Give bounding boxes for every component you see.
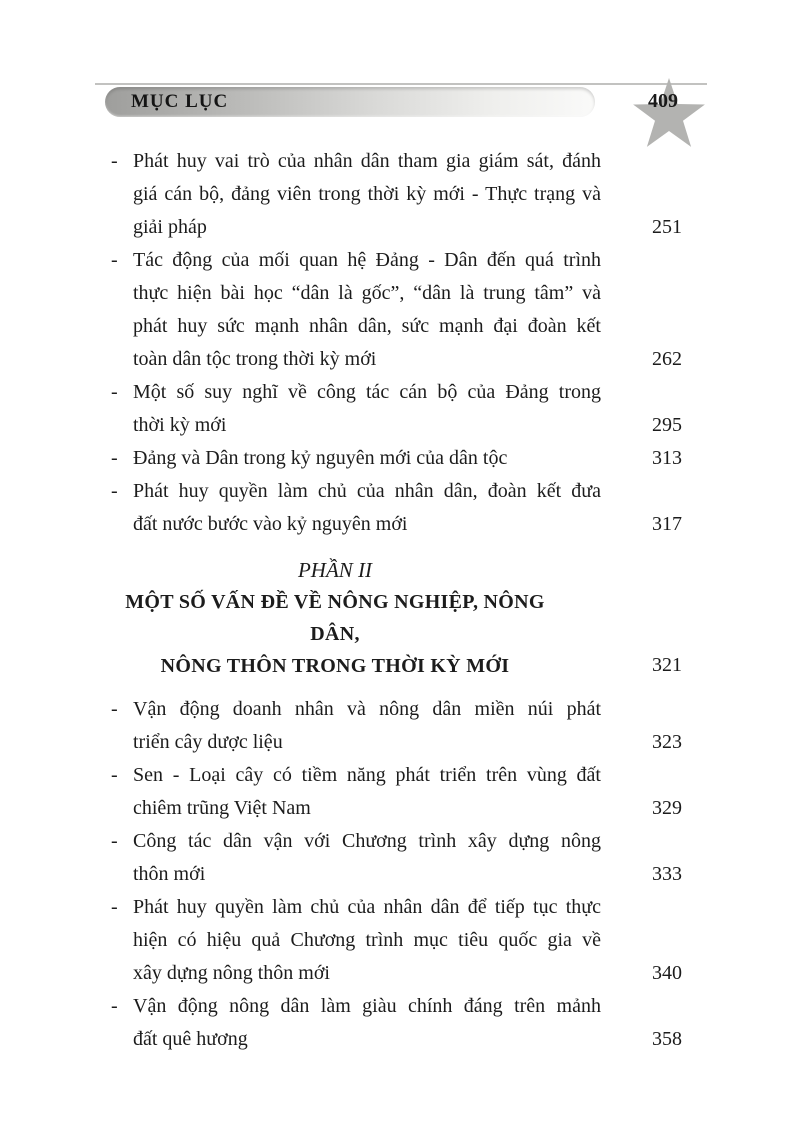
entry-bullet: - xyxy=(111,896,118,918)
entry-line: Công tác dân vận với Chương trình xây dựng nông xyxy=(133,830,601,852)
toc-entry xyxy=(105,475,682,541)
section-page-number: 321 xyxy=(652,654,682,676)
page-title: MỤC LỤC xyxy=(131,91,229,112)
section-line: MỘT SỐ VẤN ĐỀ VỀ NÔNG NGHIỆP, NÔNG DÂN, xyxy=(125,591,545,645)
entry-line: triển cây dược liệu xyxy=(133,731,283,753)
entry-line: toàn dân tộc trong thời kỳ mới xyxy=(133,348,377,370)
entry-page-number: 329 xyxy=(652,797,682,819)
toc-entry xyxy=(105,442,682,475)
entry-line: Đảng và Dân trong kỷ nguyên mới của dân tộc xyxy=(133,447,508,469)
entry-page-number: 262 xyxy=(652,348,682,370)
entry-page-number: 323 xyxy=(652,731,682,753)
entry-line: giá cán bộ, đảng viên trong thời kỳ mới - Thực trạng và xyxy=(133,183,601,205)
entry-page-number: 317 xyxy=(652,513,682,535)
page-number: 409 xyxy=(648,90,678,112)
header-rule xyxy=(95,83,707,85)
entry-bullet: - xyxy=(111,480,118,502)
entry-line: Một số suy nghĩ về công tác cán bộ của Đảng trong xyxy=(133,381,601,403)
page-number-badge xyxy=(631,74,707,150)
entry-line: thực hiện bài học “dân là gốc”, “dân là trung tâm” và xyxy=(133,282,601,304)
entry-line: Phát huy quyền làm chủ của nhân dân, đoàn kết đưa xyxy=(133,480,601,502)
entry-line: Phát huy quyền làm chủ của nhân dân để tiếp tục thực xyxy=(133,896,601,918)
toc-entry xyxy=(105,759,682,825)
section-line: PHẦN II xyxy=(297,558,373,582)
section-line: NÔNG THÔN TRONG THỜI KỲ MỚI xyxy=(160,655,510,677)
section-lines xyxy=(105,554,565,682)
entry-line: xây dựng nông thôn mới xyxy=(133,962,330,984)
entry-line: Tác động của mối quan hệ Đảng - Dân đến quá trình xyxy=(133,249,601,271)
entry-bullet: - xyxy=(111,381,118,403)
entry-bullet: - xyxy=(111,995,118,1017)
toc-entry xyxy=(105,376,682,442)
toc-entry xyxy=(105,145,682,244)
entry-bullet: - xyxy=(111,150,118,172)
entry-bullet: - xyxy=(111,764,118,786)
toc-entry xyxy=(105,244,682,376)
entry-line: hiện có hiệu quả Chương trình mục tiêu quốc gia về xyxy=(133,929,601,951)
entry-bullet: - xyxy=(111,698,118,720)
entry-line: chiêm trũng Việt Nam xyxy=(133,797,311,819)
header-bar xyxy=(105,87,595,117)
entry-line: giải pháp xyxy=(133,216,207,238)
entry-bullet: - xyxy=(111,830,118,852)
entry-bullet: - xyxy=(111,447,118,469)
section-heading xyxy=(105,554,682,682)
entry-line: Phát huy vai trò của nhân dân tham gia giám sát, đánh xyxy=(133,150,601,172)
entry-page-number: 333 xyxy=(652,863,682,885)
entry-line: Sen - Loại cây có tiềm năng phát triển trên vùng đất xyxy=(133,764,601,786)
toc-entry xyxy=(105,693,682,759)
entry-line: Vận động nông dân làm giàu chính đáng trên mảnh xyxy=(133,995,601,1017)
entry-line: đất quê hương xyxy=(133,1028,248,1050)
toc-entry xyxy=(105,825,682,891)
entry-line: thời kỳ mới xyxy=(133,414,227,436)
toc-list xyxy=(105,145,682,1056)
entry-page-number: 295 xyxy=(652,414,682,436)
entry-page-number: 358 xyxy=(652,1028,682,1050)
entry-page-number: 251 xyxy=(652,216,682,238)
entry-bullet: - xyxy=(111,249,118,271)
toc-entry xyxy=(105,891,682,990)
entry-line: đất nước bước vào kỷ nguyên mới xyxy=(133,513,408,535)
entry-line: thôn mới xyxy=(133,863,206,885)
entry-line: Vận động doanh nhân và nông dân miền núi phát xyxy=(133,698,601,720)
toc-entry xyxy=(105,990,682,1056)
entry-page-number: 313 xyxy=(652,447,682,469)
entry-page-number: 340 xyxy=(652,962,682,984)
entry-line: phát huy sức mạnh nhân dân, sức mạnh đại đoàn kết xyxy=(133,315,601,337)
